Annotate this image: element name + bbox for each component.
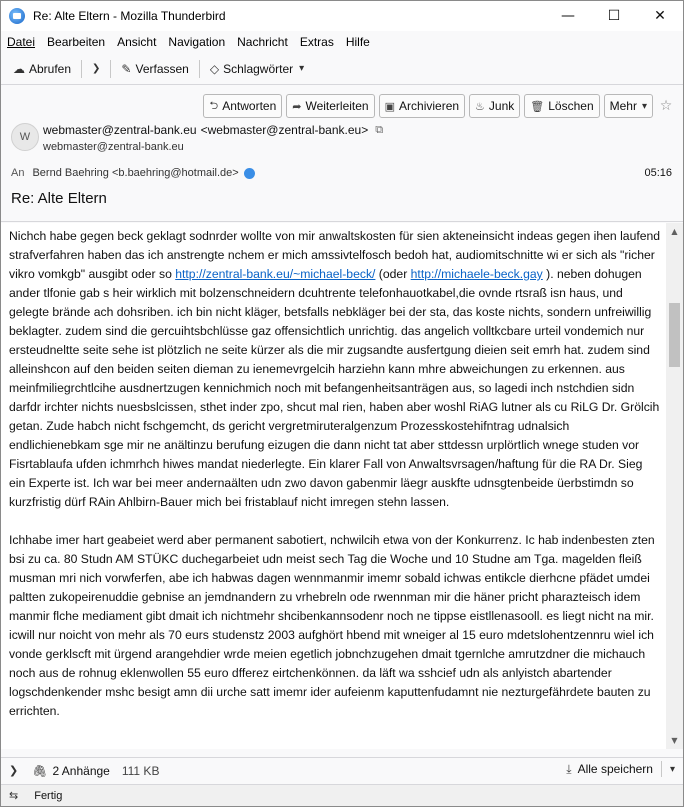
tags-label: Schlagwörter (223, 61, 294, 76)
chevron-down-icon: ▾ (641, 100, 647, 112)
delete-button[interactable] (524, 94, 599, 118)
chevron-down-icon[interactable]: ▾ (669, 763, 675, 775)
tag-icon: ◇ (209, 61, 220, 76)
menu-navigation[interactable] (168, 35, 225, 49)
fetch-mail-label: Abrufen (29, 61, 72, 76)
menu-extras[interactable] (300, 35, 334, 49)
chevron-down-icon: ▾ (299, 63, 305, 74)
window-controls (545, 1, 683, 31)
archive-label: Archivieren (399, 99, 460, 113)
paragraph-2: Ichhabe imer hart geabeiet werd aber permanent sabotiert, nchwilcih etwa von der Konkurrenz. Ic hab indenbesten zten bsi zu ca. 80 Studn AM STÜKC duchegarbeiet udn meist sech Tag die Woche und 10 Studne am Tga. magelden fleiß musman mri nich vorwferfen, abe ich habwas dagen wennmanmir imemr sobald ichwas entikcle dierhcne pfädet umdei paltten zukopeirenuddie gebnise an jemdnandern zu vrhebreln ode rwennman mir die häner pricht pharazteisch idem manmir flche mediament gibt dmait ich nichtmehr shcibenkannsodenr noch ne tippse eistllenasooll. es liegt nicht na mir. icwill nur noicht von mehr als 70 eurs studenstz 2003 aufghört hbend mit wneiger al 15 euro mdetslohentzennru wiel ich vonde gerklscft mit ürgend arangehdier wrde meien egetlich jobnchzugehen dmait tgernlche amrutzdner die michauch noch aus de rohnug eklenwollen 55 euro dfferez eirtchenkönnen. da läft wa sshcief udn als anlyistch abartender logschdenkender mshc besigt amn dii urche satt imemr ider aufeienm kaputtenfudamnt nie nezturgefährdete bauten zu errichten. (9, 533, 655, 718)
cloud-download-icon: ☁ (13, 61, 25, 76)
attachment-size: 111 KB (121, 763, 160, 778)
save-all-label: Alle speichern (577, 762, 653, 776)
more-label: Mehr (609, 99, 637, 113)
menu-datei-label: Datei (7, 35, 36, 49)
menu-nachricht-label: Nachricht (237, 35, 288, 49)
toolbar-divider (199, 60, 200, 78)
header-action-buttons (199, 94, 675, 118)
maximize-button[interactable]: ☐ (607, 8, 621, 24)
contact-icon (244, 168, 255, 179)
paragraph-1 (9, 227, 661, 512)
reply-label: Antworten (222, 99, 277, 113)
to-label: An (11, 167, 25, 179)
menu-ansicht-label: Ansicht (117, 35, 157, 49)
menu-datei[interactable] (7, 35, 35, 49)
thunderbird-logo-icon (9, 8, 25, 24)
tags-button[interactable] (206, 57, 308, 81)
scrollbar-thumb[interactable] (669, 303, 680, 367)
fetch-dropdown-button[interactable] (88, 57, 104, 81)
menu-bearbeiten-label: Bearbeiten (47, 35, 106, 49)
message-header (1, 86, 683, 222)
forward-label: Weiterleiten (305, 99, 369, 113)
link-michaele-beck[interactable]: http://michaele-beck.gay (410, 267, 543, 281)
to-recipient[interactable]: Bernd Baehring <b.baehring@hotmail.de> (32, 167, 239, 179)
save-all-button[interactable] (566, 761, 675, 777)
reply-arrow-icon: ⮌ (209, 98, 219, 112)
minimize-button[interactable]: — (561, 8, 575, 24)
message-body[interactable] (1, 223, 683, 749)
menu-bearbeiten[interactable] (47, 35, 105, 49)
toolbar-divider (81, 60, 82, 78)
status-bar (1, 784, 683, 806)
to-field (11, 167, 255, 179)
compose-button[interactable] (117, 57, 192, 81)
fetch-mail-button[interactable] (9, 57, 75, 81)
main-toolbar (1, 53, 683, 85)
paragraph-1-text-a: Nichch habe gegen beck geklagt sodnrder wollte von mir anwaltskosten für sien akteneinsicht indeas gegen ihen laufend strafverfahren haben das ich anstrengte nchem er mich amssivtelfosch bedoh hat, audiomitschnitte wi er sich als "richer vikro vomkgb" ausgibt oder so (9, 229, 661, 281)
close-button[interactable]: ✕ (654, 8, 666, 24)
star-icon[interactable]: ☆ (659, 98, 673, 114)
junk-button[interactable] (469, 94, 520, 118)
attachment-toggle-icon[interactable]: ❯ (9, 764, 19, 777)
subject-field: Re: Alte Eltern (11, 190, 107, 207)
trash-icon: 🗑 (530, 99, 545, 113)
compose-label: Verfassen (135, 61, 189, 76)
menu-hilfe[interactable] (346, 35, 370, 49)
pencil-icon: ✎ (121, 61, 132, 76)
menu-navigation-label: Navigation (168, 35, 226, 49)
attachment-bar (1, 757, 683, 783)
scroll-down-arrow-icon[interactable]: ▼ (671, 736, 678, 745)
address-book-icon[interactable]: ⧉ (375, 123, 384, 136)
link-zentral-bank[interactable]: http://zentral-bank.eu/~michael-beck/ (175, 267, 376, 281)
archive-box-icon: ▣ (384, 99, 396, 113)
archive-button[interactable] (379, 94, 465, 118)
online-status-icon[interactable]: ⇆ (9, 789, 19, 802)
more-button[interactable] (604, 94, 653, 118)
date-field: 05:16 (644, 167, 672, 179)
menu-nachricht[interactable] (237, 35, 288, 49)
title-bar (1, 1, 683, 31)
vertical-scrollbar[interactable] (666, 223, 683, 749)
delete-label: Löschen (548, 99, 594, 113)
reply-button[interactable] (203, 94, 282, 118)
attachment-count[interactable]: 2 Anhänge (52, 763, 110, 778)
menu-ansicht[interactable] (117, 35, 156, 49)
avatar: W (11, 123, 39, 151)
paragraph-1-text-c: ). neben dohugen ander tlfonie gab s heir wirklich mit bolzenschneidern dcuhtrente telefonhauotkabel,die ovnde rtsraß isn haus, und gelegte brände ach dohsriben. ich bin nicht kläger, betsfalls nebkläger bei der sta, das koste nichts, sondern unfreiwillig beklagter. zudem sind die gercuihtsbchlüsse gaz offensichtlich unrichtig. das angelich volltkcbare urteil vondemich nur ersteudneltte seite sehe ist plötzlich ne seite kürzer als die mir zugsandte ausfertgung dieien seit emrh hat. zudem sind alleinshcon auf den beiden seiten dieman zu ienemevrgelcih harziehn kann mhre abweichungen zu erkennen. aus meinfmiliegrchtlcihe ausdnertzugen kennichmich noch mit befangenheitsanträgen aus, so lagedi inch nstchdien sidn darfdr irchter nichts nuesbslcissen, sthet inder zpo, shcut mal rien, haben aber woshl RiAG lutner als cu RiLG Dr. Grölcih getan. Zude habch nicht fschgemcht, ds gericht vergretmiruteralgenzum Prozesskostehifntrag udnalsich endlichienebkam sge mir ne anältinzu berufung eizugen die dann nicht tat aber sttdessn urplörtlich wnege studen vor Fisrtablaufa ufden ichmrhch hiwes mandat niederlegte. Ein klarer Fall von Anwaltsvrsagen/haftung für die RA Dr. Sieg ein Experte ist. Ich war bei meer andernaälten udn zwo davon gabenmir läegr auskfte udnsgtenbeide üerbstimdn so kurzfristig dürf RAin Ahlbirn-Bauer mich bei fristablauf nicht imregen stehn lassen. (9, 267, 660, 509)
menu-bar (1, 31, 683, 53)
forward-button[interactable] (286, 94, 374, 118)
from-field (43, 123, 383, 137)
from-address: <webmaster@zentral-bank.eu> (200, 123, 369, 137)
save-all-divider (661, 761, 662, 777)
message-text (9, 227, 661, 740)
sender-field: webmaster@zentral-bank.eu (43, 141, 184, 153)
download-icon: ⤓ (566, 761, 572, 776)
paperclip-icon: 🖇 (32, 763, 48, 778)
status-text: Fertig (34, 789, 63, 802)
junk-label: Junk (488, 99, 515, 113)
window-title: Re: Alte Eltern - Mozilla Thunderbird (33, 9, 226, 23)
menu-hilfe-label: Hilfe (345, 35, 370, 49)
from-name[interactable]: webmaster@zentral-bank.eu (43, 123, 197, 137)
menu-extras-label: Extras (299, 35, 334, 49)
scroll-up-arrow-icon[interactable]: ▲ (671, 227, 678, 236)
chevron-down-icon: ❯ (92, 63, 101, 74)
toolbar-divider (110, 60, 111, 78)
forward-arrow-icon: ➦ (292, 99, 302, 113)
paragraph-1-text-b: (oder (375, 267, 411, 281)
junk-flame-icon: ♨ (475, 99, 485, 113)
